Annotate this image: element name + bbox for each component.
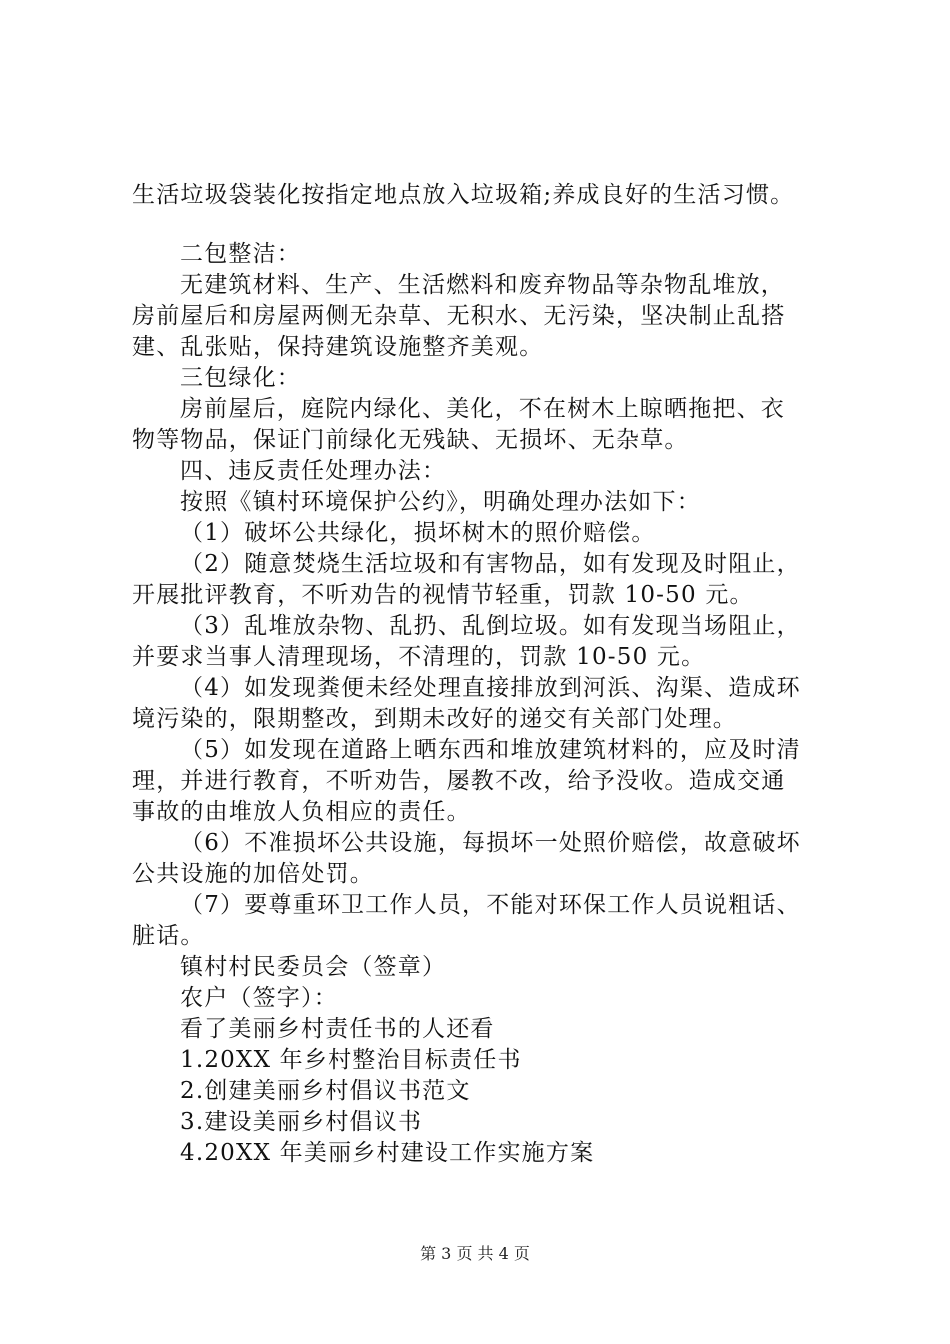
section-heading: 四、违反责任处理办法： xyxy=(180,458,447,484)
list-item: （2）随意焚烧生活垃圾和有害物品，如有发现及时阻止， xyxy=(180,551,801,577)
related-link-3[interactable]: 3.建设美丽乡村倡议书 xyxy=(180,1109,423,1135)
paragraph-line: 理，并进行教育，不听劝告，屡教不改，给予没收。造成交通 xyxy=(132,768,786,794)
paragraph-line: 并要求当事人清理现场，不清理的，罚款 10-50 元。 xyxy=(132,644,706,670)
list-item: （3）乱堆放杂物、乱扔、乱倒垃圾。如有发现当场阻止， xyxy=(180,613,801,639)
paragraph-line: 开展批评教育，不听劝告的视情节轻重，罚款 10-50 元。 xyxy=(132,582,754,608)
signature-household: 农户（签字）： xyxy=(180,985,338,1011)
paragraph-line: 事故的由堆放人负相应的责任。 xyxy=(132,799,471,825)
related-link-4[interactable]: 4.20XX 年美丽乡村建设工作实施方案 xyxy=(180,1140,595,1166)
paragraph-line: 物等物品，保证门前绿化无残缺、无损坏、无杂草。 xyxy=(132,427,689,453)
list-item: （7）要尊重环卫工作人员，不能对环保工作人员说粗话、 xyxy=(180,892,801,918)
paragraph-line: 公共设施的加倍处罚。 xyxy=(132,861,374,887)
section-heading: 三包绿化： xyxy=(180,365,301,391)
paragraph-line: 无建筑材料、生产、生活燃料和废弃物品等杂物乱堆放， xyxy=(180,272,785,298)
paragraph-line: 建、乱张贴，保持建筑设施整齐美观。 xyxy=(132,334,544,360)
section-heading: 二包整洁： xyxy=(180,241,301,267)
list-item: （1）破坏公共绿化，损坏树木的照价赔偿。 xyxy=(180,520,656,546)
list-item: （4）如发现粪便未经处理直接排放到河浜、沟渠、造成环 xyxy=(180,675,801,701)
related-link-1[interactable]: 1.20XX 年乡村整治目标责任书 xyxy=(180,1047,522,1073)
related-link-2[interactable]: 2.创建美丽乡村倡议书范文 xyxy=(180,1078,471,1104)
paragraph-line: 房前屋后，庭院内绿化、美化，不在树木上晾晒拖把、衣 xyxy=(180,396,785,422)
related-heading: 看了美丽乡村责任书的人还看 xyxy=(180,1016,495,1042)
paragraph-line: 境污染的，限期整改，到期未改好的递交有关部门处理。 xyxy=(132,706,737,732)
paragraph-line: 脏话。 xyxy=(132,923,205,949)
list-item: （6）不准损坏公共设施，每损坏一处照价赔偿，故意破坏 xyxy=(180,830,801,856)
list-item: （5）如发现在道路上晒东西和堆放建筑材料的，应及时清 xyxy=(180,737,801,763)
paragraph-line: 按照《镇村环境保护公约》，明确处理办法如下： xyxy=(180,489,701,515)
signature-committee: 镇村村民委员会（签章） xyxy=(180,954,447,980)
page-number-footer: 第 3 页 共 4 页 xyxy=(420,1244,530,1263)
paragraph-line: 生活垃圾袋装化按指定地点放入垃圾箱;养成良好的生活习惯。 xyxy=(132,182,795,208)
paragraph-line: 房前屋后和房屋两侧无杂草、无积水、无污染，坚决制止乱搭 xyxy=(132,303,786,329)
